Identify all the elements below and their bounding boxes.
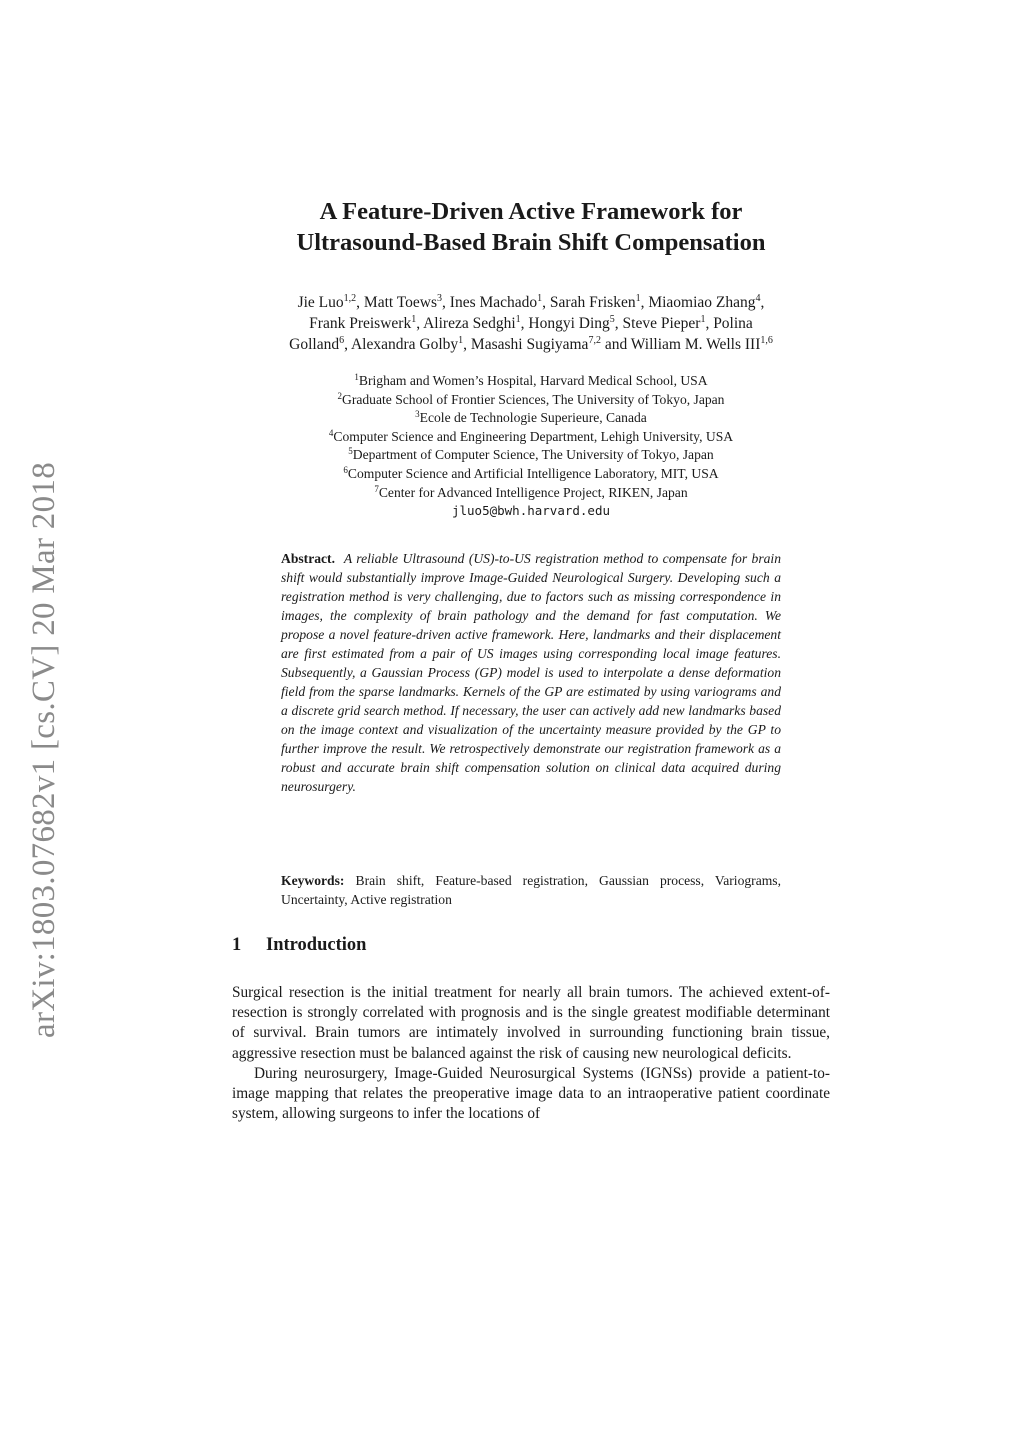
author-affil-sup: 1 <box>537 293 543 304</box>
author-name: Jie Luo <box>297 294 344 311</box>
affiliation-text: Computer Science and Engineering Department, Lehigh University, USA <box>333 428 734 444</box>
paragraph: Surgical resection is the initial treatment for nearly all brain tumors. The achieved extent-of-resection is strongly correlated with prognosis and is the single greatest modifiable determinant of survival. Brain tumors are intimately involved in surrounding functioning brain tissue, aggressive resection must be balanced against the risk of causing new neurological deficits. <box>232 984 830 1062</box>
author-line-3 <box>222 334 840 355</box>
arxiv-stamp: arXiv:1803.07682v1 [cs.CV] 20 Mar 2018 <box>26 462 62 1038</box>
affiliation-item <box>232 484 830 503</box>
abstract-label: Abstract. <box>281 551 335 566</box>
author-name: Golland <box>289 336 340 353</box>
affiliation-sup: 1 <box>354 372 359 382</box>
affiliation-sup: 6 <box>343 464 348 475</box>
affiliation-item <box>232 391 830 410</box>
author-name: , Miaomiao Zhang <box>640 294 756 311</box>
keywords-label: Keywords: <box>281 873 345 888</box>
affiliation-text: Computer Science and Artificial Intelligence Laboratory, MIT, USA <box>347 465 719 481</box>
abstract-text: A reliable Ultrasound (US)-to-US registration method to compensate for brain shift would substantially improve Image-Guided Neurological Surgery. Developing such a registration method is very challenging, due to factors such as missing correspondence in images, the complexity of brain pathology and the demand for fast computation. We propose a novel feature-driven active framework. Here, landmarks and their displacement are first estimated from a pair of US images using corresponding local image features. Subsequently, a Gaussian Process (GP) model is used to interpolate a dense deformation field from the sparse landmarks. Kernels of the GP are estimated by using variograms and a discrete grid search method. If necessary, the user can actively add new landmarks based on the image context and visualization of the uncertainty measure provided by the GP to further improve the result. We retrospectively demonstrate our registration framework as a robust and accurate brain shift compensation solution on clinical data acquired during neurosurgery. <box>281 551 781 794</box>
affiliation-text: Brigham and Women’s Hospital, Harvard Medical School, USA <box>358 373 708 388</box>
affiliation-sup: 5 <box>348 446 353 457</box>
section-heading <box>232 935 366 956</box>
author-affil-sup: 1,6 <box>760 335 773 346</box>
author-name: , Sarah Frisken <box>542 294 636 311</box>
affiliation-item <box>232 465 830 484</box>
paragraph: During neurosurgery, Image-Guided Neurosurgical Systems (IGNSs) provide a patient-to-image mapping that relates the preoperative image data to an intraoperative patient coordinate system, allowing surgeons to infer the locations of <box>232 1064 830 1123</box>
affiliation-sup: 7 <box>374 483 379 494</box>
contact-email[interactable]: jluo5@bwh.harvard.edu <box>451 503 611 519</box>
keywords-text: Brain shift, Feature-based registration, Gaussian process, Variograms, Uncertainty, Active registration <box>281 873 781 907</box>
author-affil-sup: 1,2 <box>343 293 357 304</box>
author-line-1 <box>222 292 840 313</box>
author-list <box>222 292 840 355</box>
affiliation-text: Ecole de Technologie Superieure, Canada <box>419 410 647 426</box>
author-name: and William M. Wells III <box>600 336 761 353</box>
author-affil-sup: 4 <box>755 293 761 304</box>
title-line-1: A Feature-Driven Active Framework for <box>319 198 743 225</box>
title-line-2: Ultrasound-Based Brain Shift Compensation <box>296 229 766 256</box>
author-name: , Masashi Sugiyama <box>463 336 589 353</box>
affiliation-text: Center for Advanced Intelligence Project, RIKEN, Japan <box>378 484 688 500</box>
author-affil-sup: 5 <box>609 314 615 325</box>
author-affil-sup: 1 <box>635 293 641 304</box>
author-affil-sup: 1 <box>411 314 417 325</box>
author-name: , Alexandra Golby <box>344 336 459 353</box>
affiliation-sup: 2 <box>337 390 342 401</box>
affiliation-text: Department of Computer Science, The University of Tokyo, Japan <box>352 447 714 463</box>
section-title: Introduction <box>266 935 367 955</box>
author-name: , Ines Machado <box>442 294 538 311</box>
affiliation-item <box>232 446 830 465</box>
author-name: Frank Preiswerk <box>309 315 412 332</box>
author-name: , Hongyi Ding <box>520 315 610 332</box>
author-affil-sup: 6 <box>339 335 345 346</box>
paper-title <box>232 196 830 258</box>
author-name: , Polina <box>705 315 753 332</box>
author-affil-sup: 1 <box>700 314 706 325</box>
affiliation-item <box>232 372 830 391</box>
affiliation-sup: 3 <box>415 409 420 420</box>
author-name: , Alireza Sedghi <box>416 315 516 332</box>
abstract <box>281 549 781 796</box>
author-affil-sup: 3 <box>437 293 443 304</box>
keywords <box>281 871 781 909</box>
author-affil-sup: 1 <box>458 335 464 346</box>
author-separator: , <box>760 294 765 311</box>
affiliation-sup: 4 <box>328 427 334 438</box>
affiliation-list <box>232 372 830 521</box>
author-affil-sup: 1 <box>515 314 521 325</box>
affiliation-item <box>232 409 830 428</box>
affiliation-item <box>232 428 830 447</box>
body-text <box>232 983 830 1124</box>
author-affil-sup: 7,2 <box>588 335 601 346</box>
author-name: , Steve Pieper <box>614 315 701 332</box>
author-name: , Matt Toews <box>356 294 438 311</box>
author-line-2 <box>222 313 840 334</box>
section-number: 1 <box>232 935 242 955</box>
affiliation-text: Graduate School of Frontier Sciences, The University of Tokyo, Japan <box>342 391 725 407</box>
